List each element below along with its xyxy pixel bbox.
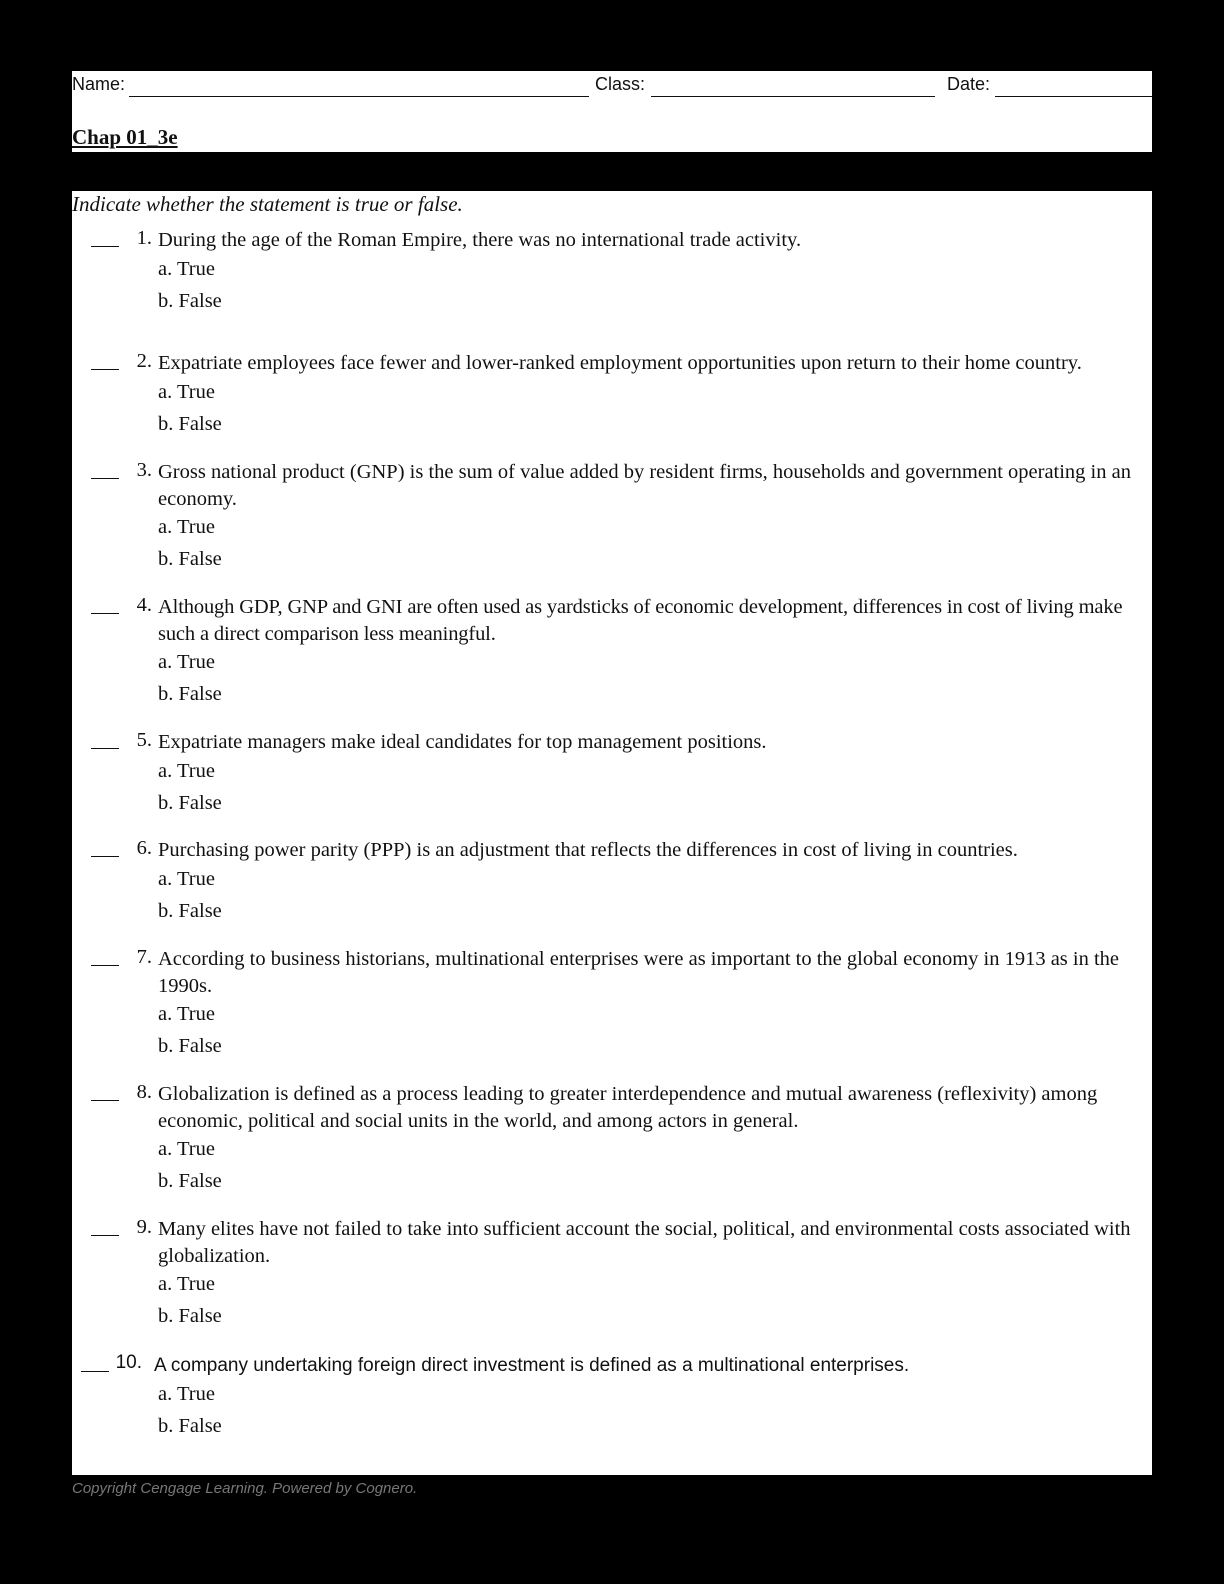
option-true[interactable]: a. True — [158, 868, 215, 890]
question-number: 8. — [136, 1081, 152, 1103]
date-field[interactable] — [947, 71, 1152, 97]
option-true[interactable]: a. True — [158, 516, 215, 538]
option-true[interactable]: a. True — [158, 760, 215, 782]
option-false[interactable]: b. False — [158, 792, 222, 814]
question-text: Purchasing power parity (PPP) is an adjustment that reflects the differences in cost of living in countries. — [158, 839, 1018, 861]
question-text: Expatriate managers make ideal candidates for top management positions. — [158, 731, 767, 753]
question-sheet — [72, 191, 1152, 1475]
option-true[interactable]: a. True — [158, 1273, 215, 1295]
option-true[interactable]: a. True — [158, 1003, 215, 1025]
date-blank-line[interactable] — [995, 96, 1152, 97]
option-false[interactable]: b. False — [158, 1170, 222, 1192]
question-text: Globalization is defined as a process leading to greater interdependence and mutual awareness (reflexivity) among economic, political and social units in the world, and among actors in general. — [158, 1083, 1098, 1132]
question-text: Gross national product (GNP) is the sum of value added by resident firms, households and government operating in an economy. — [158, 461, 1131, 510]
date-label: Date: — [947, 74, 991, 94]
option-false[interactable]: b. False — [158, 1415, 222, 1437]
question-number: 1. — [136, 227, 152, 249]
worksheet-header — [72, 71, 1152, 152]
question-number: 3. — [136, 459, 152, 481]
option-false[interactable]: b. False — [158, 1305, 222, 1327]
option-true[interactable]: a. True — [158, 258, 215, 280]
instructions: Indicate whether the statement is true or false. — [72, 192, 463, 216]
name-field[interactable] — [72, 71, 590, 97]
option-false[interactable]: b. False — [158, 290, 222, 312]
question-text: Many elites have not failed to take into sufficient account the social, political, and environmental costs associated with globalization. — [158, 1218, 1131, 1267]
class-field[interactable] — [595, 71, 935, 97]
option-true[interactable]: a. True — [158, 1138, 215, 1160]
question-number: 4. — [136, 594, 152, 616]
question-number: 2. — [136, 350, 152, 372]
copyright-footer: Copyright Cengage Learning. Powered by Cognero. — [72, 1480, 418, 1497]
name-label: Name: — [72, 74, 126, 94]
option-false[interactable]: b. False — [158, 1035, 222, 1057]
question-text: Expatriate employees face fewer and lower-ranked employment opportunities upon return to their home country. — [158, 352, 1082, 374]
question-number: 5. — [136, 729, 152, 751]
question-number: 9. — [136, 1216, 152, 1238]
page-title: Chap 01_3e — [72, 125, 178, 149]
option-false[interactable]: b. False — [158, 413, 222, 435]
option-false[interactable]: b. False — [158, 900, 222, 922]
question-text: A company undertaking foreign direct investment is defined as a multinational enterprises. — [154, 1355, 910, 1376]
option-true[interactable]: a. True — [158, 1383, 215, 1405]
class-label: Class: — [595, 74, 646, 94]
option-true[interactable]: a. True — [158, 651, 215, 673]
question-number: 7. — [136, 946, 152, 968]
question-text: Although GDP, GNP and GNI are often used as yardsticks of economic development, differences in cost of living make such a direct comparison less meaningful. — [158, 596, 1123, 645]
class-blank-line[interactable] — [651, 96, 935, 97]
question-number: 6. — [136, 837, 152, 859]
option-true[interactable]: a. True — [158, 381, 215, 403]
option-false[interactable]: b. False — [158, 683, 222, 705]
name-blank-line[interactable] — [129, 96, 589, 97]
question-text: During the age of the Roman Empire, there was no international trade activity. — [158, 229, 802, 251]
question-number: 10. — [115, 1352, 142, 1373]
option-false[interactable]: b. False — [158, 548, 222, 570]
question-text: According to business historians, multinational enterprises were as important to the global economy in 1913 as in the 1990s. — [158, 948, 1120, 997]
